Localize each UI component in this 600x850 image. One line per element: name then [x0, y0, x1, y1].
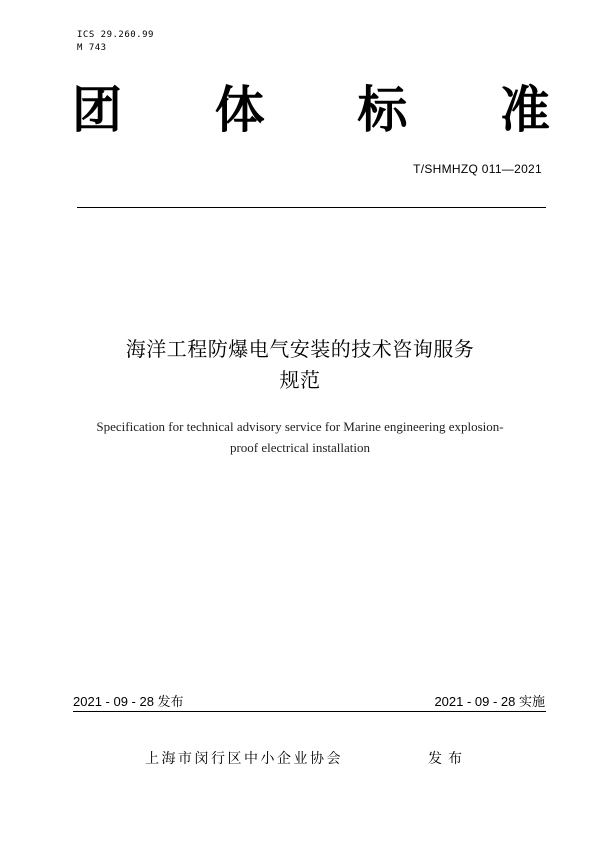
banner-char: 团	[72, 81, 122, 139]
issuing-organization: 上海市闵行区中小企业协会	[145, 751, 343, 767]
issue-label: 发布	[428, 751, 468, 767]
ics-code: ICS 29.260.99	[77, 30, 154, 40]
ccs-code: M 743	[77, 43, 107, 53]
header-divider	[77, 207, 546, 208]
banner-char: 准	[499, 81, 550, 139]
standard-number: T/SHMHZQ 011—2021	[413, 162, 542, 176]
footer-divider	[73, 711, 546, 712]
english-title-line-2: proof electrical installation	[229, 440, 371, 455]
chinese-title-line-2: 规范	[279, 368, 321, 392]
banner-char: 体	[214, 81, 265, 139]
standard-type-banner	[72, 80, 550, 140]
chinese-title-line-1: 海洋工程防爆电气安装的技术咨询服务	[125, 337, 475, 361]
english-title-line-1: Specification for technical advisory service for Marine engineering explosion-	[96, 419, 504, 434]
implementation-date: 2021 - 09 - 28 实施	[434, 694, 545, 709]
banner-char: 标	[357, 81, 408, 139]
publish-date: 2021 - 09 - 28 发布	[73, 694, 184, 709]
